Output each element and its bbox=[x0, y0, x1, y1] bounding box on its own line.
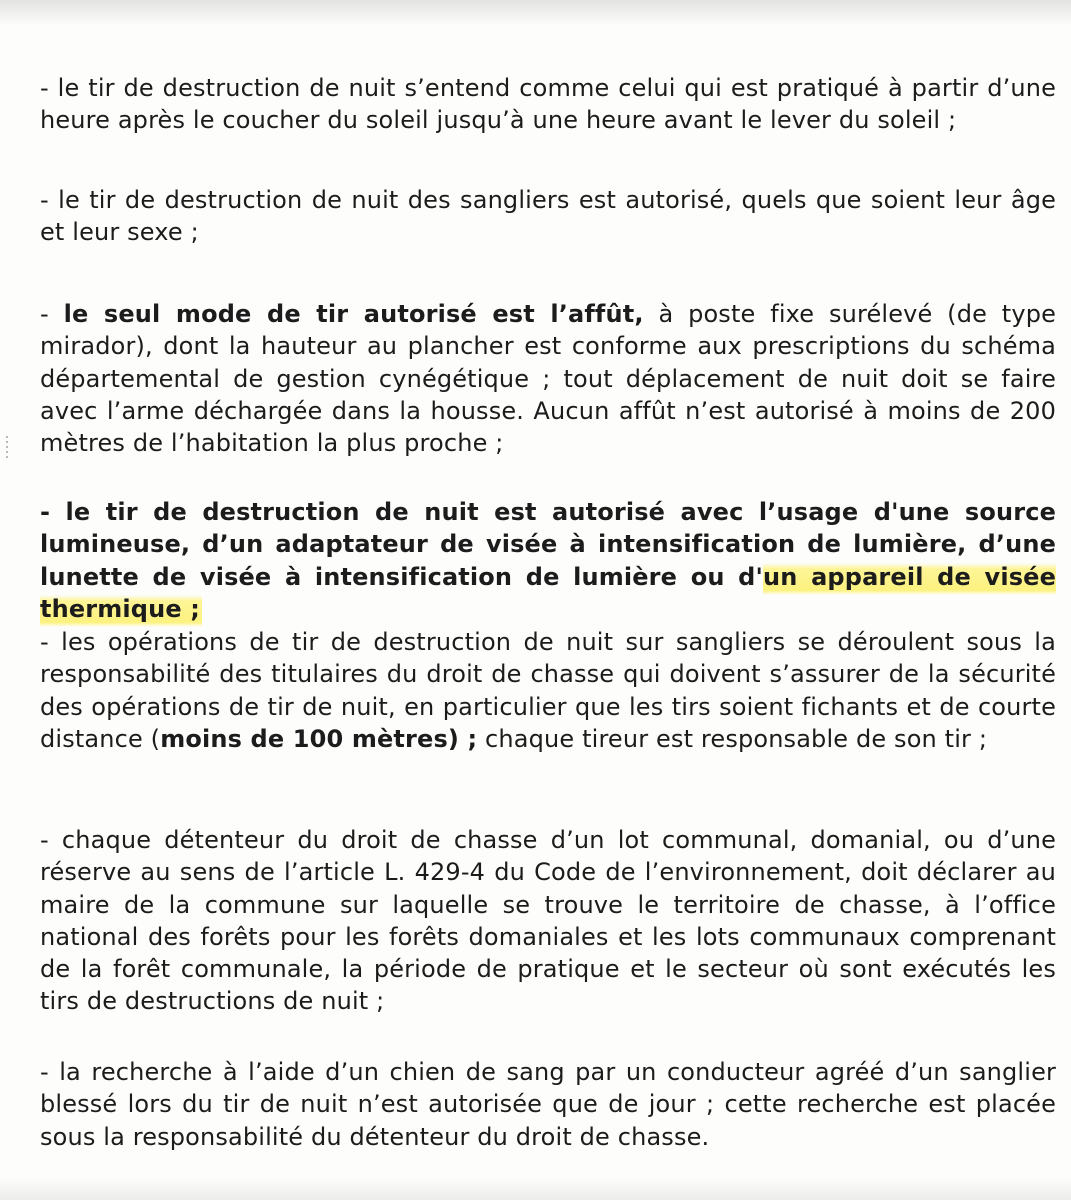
scan-bottom-shadow bbox=[0, 1178, 1071, 1200]
paragraph-text: chaque tireur est responsable de son tir ; bbox=[477, 724, 988, 753]
highlighted-text: un appareil de visée thermique ; bbox=[40, 563, 1056, 627]
paragraph-text: - le tir de destruction de nuit des sangliers est autorisé, quels que soient leur âge et leur sexe ; bbox=[40, 186, 1056, 247]
scan-top-shadow bbox=[0, 0, 1071, 26]
bold-text: le seul mode de tir autorisé est l’affût, bbox=[63, 300, 644, 328]
paragraph-text: - la recherche à l’aide d’un chien de sang par un conducteur agréé d’un sanglier blessé lors du tir de nuit n’est autorisée que de jour ; cette recherche est placée sous la responsabilité du détenteur du droit de chasse. bbox=[40, 1058, 1056, 1151]
paragraph-text: - chaque détenteur du droit de chasse d’un lot communal, domanial, ou d’une réserve au sens de l’article L. 429-4 du Code de l’environnement, doit déclarer au maire de la commune sur laquelle se trouve le territoire de chasse, à l’office national des forêts pour les forêts domaniales et les lots communaux comprenant de la forêt communale, la période de pratique et le secteur où sont exécutés les tirs de destructions de nuit ; bbox=[40, 826, 1056, 1016]
bold-text: moins de 100 mètres) ; bbox=[160, 724, 478, 753]
paragraph-operations-responsibility bbox=[40, 626, 1056, 755]
paragraph-age-and-sex bbox=[40, 184, 1056, 249]
paragraph-declaration bbox=[40, 824, 1056, 1018]
paragraph-light-source bbox=[40, 496, 1056, 625]
paragraph-night-shooting-definition bbox=[40, 72, 1056, 137]
bold-text: - le tir de destruction de nuit est autorisé avec l’usage d'une source lumineuse, d’un adaptateur de visée à intensification de lumière, d’une lunette de visée à intensification de lumière ou d' bbox=[40, 498, 1056, 591]
paragraph-blood-dog-search bbox=[40, 1056, 1056, 1153]
paragraph-text: - les opérations de tir de destruction de nuit sur sangliers se déroulent sous la responsabilité des titulaires du droit de chasse qui doivent s’assurer de la sécurité des opérations de tir de nuit, en particulier que les tirs soient fichants et de courte distance ( bbox=[40, 628, 1056, 753]
paragraph-text: à poste fixe surélevé (de type mirador), dont la hauteur au plancher est conforme aux prescriptions du schéma départemental de gestion cynégétique ; tout déplacement de nuit doit se faire avec l’arme déchargée dans la housse. Aucun affût n’est autorisé à moins de 200 mètres de l’habitation la plus proche ; bbox=[40, 300, 1056, 458]
scan-margin-mark bbox=[6, 436, 8, 458]
paragraph-shooting-mode bbox=[40, 298, 1056, 459]
paragraph-text: - le tir de destruction de nuit s’entend comme celui qui est pratiqué à partir d’une heure après le coucher du soleil jusqu’à une heure avant le lever du soleil ; bbox=[40, 74, 1056, 135]
paragraph-text: - bbox=[40, 300, 64, 328]
